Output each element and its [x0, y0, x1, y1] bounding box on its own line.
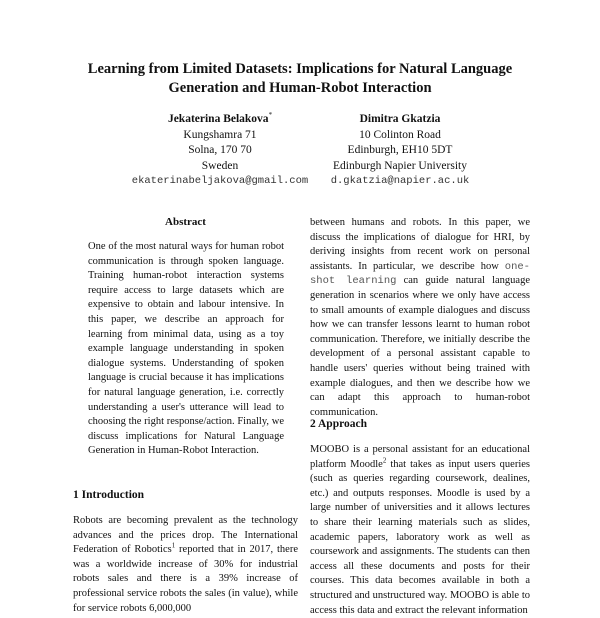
right-text-2: can guide natural language generation in scenarios where we only have access to small amounts of example dialogues and discuss how we can transfer lessons learnt to human robot communication. Therefore, we initially describe the development of a personal assistant capable to handle users' queries without being trained with example dialogues, and then we describe how we can adapt this approach to human-robot communication.: [310, 275, 531, 418]
one-shot-learning-code: one-shot learning: [310, 260, 530, 288]
author-institution: Edinburgh Napier University: [333, 159, 467, 172]
author-country: Sweden: [201, 159, 239, 172]
author-address: Kungshamra 71: [183, 128, 257, 141]
intro-text-1: Robots are becoming prevalent as the technology advances and the prices drop. The International Federation of Robotics: [73, 515, 298, 556]
author-name: Dimitra Gkatzia: [359, 113, 441, 125]
title-line-2: Generation and Human-Robot Interaction: [168, 80, 432, 96]
author-name: Jekaterina Belakova: [167, 113, 269, 125]
footnote-1-mark: 1: [171, 541, 176, 550]
section-1-heading: 1 Introduction: [73, 489, 145, 501]
author-city: Edinburgh, EH10 5DT: [347, 144, 453, 156]
author-address: 10 Colinton Road: [359, 128, 441, 141]
author-email[interactable]: d.gkatzia@napier.ac.uk: [330, 175, 470, 187]
author-block-1: [110, 112, 330, 190]
footnote-2-mark: 2: [382, 456, 387, 465]
approach-text-1: MOOBO is a personal assistant for an educational platform Moodle: [310, 444, 530, 470]
right-text-1: between humans and robots. In this paper, we discuss the implications of dialogue for HRI, by deriving insights from recent work on personal assistants. In particular, we describe how: [310, 217, 530, 272]
author-email[interactable]: ekaterinabeljakova@gmail.com: [131, 175, 309, 187]
section-2-heading: 2 Approach: [310, 418, 367, 430]
right-paragraph: [310, 216, 530, 420]
author-city: Solna, 170 70: [188, 144, 252, 156]
approach-text-2: that takes as input users queries (such as queries regarding coursework, dealines, etc.) and outputs responses. Moodle is used by a large number of universities and it allows lectures to share their learning materials such as slides, academic papers, laboratory work as well as coursework and assignments. The students can then access all these documents and posts for their courses. This data becomes available in both a structured and unstructured way. MOOBO is able to access this data and extract the relevant information: [310, 458, 530, 616]
author-footnote-mark: *: [268, 111, 273, 120]
approach-paragraph: [310, 443, 530, 618]
author-block-2: [300, 112, 500, 190]
title-line-1: Learning from Limited Datasets: Implications for Natural Language: [87, 61, 513, 77]
intro-paragraph: [73, 514, 298, 616]
abstract-text: One of the most natural ways for human robot communication is through spoken language. Training human-robot interaction systems require access to large datasets which are expensive to obtain and labour intensive. In this paper, we describe an approach for learning from minimal data, using as a toy example language understanding in spoken dialogue systems. Understanding of spoken language is crucial because it has implications for natural language generation, i.e. correctly understanding a user's utterance will lead to choosing the right response/action. Finally, we discuss implications for Natural Language Generation in Human-Robot Interaction.: [88, 241, 284, 457]
abstract-heading: Abstract: [165, 216, 206, 228]
paper-title: [40, 60, 560, 98]
intro-text-2: reported that in 2017, there was a worldwide increase of 30% for industrial robots sales and there is a 39% increase of professional service robots the sales (in value), while for service robots 6,000,000: [73, 544, 298, 614]
